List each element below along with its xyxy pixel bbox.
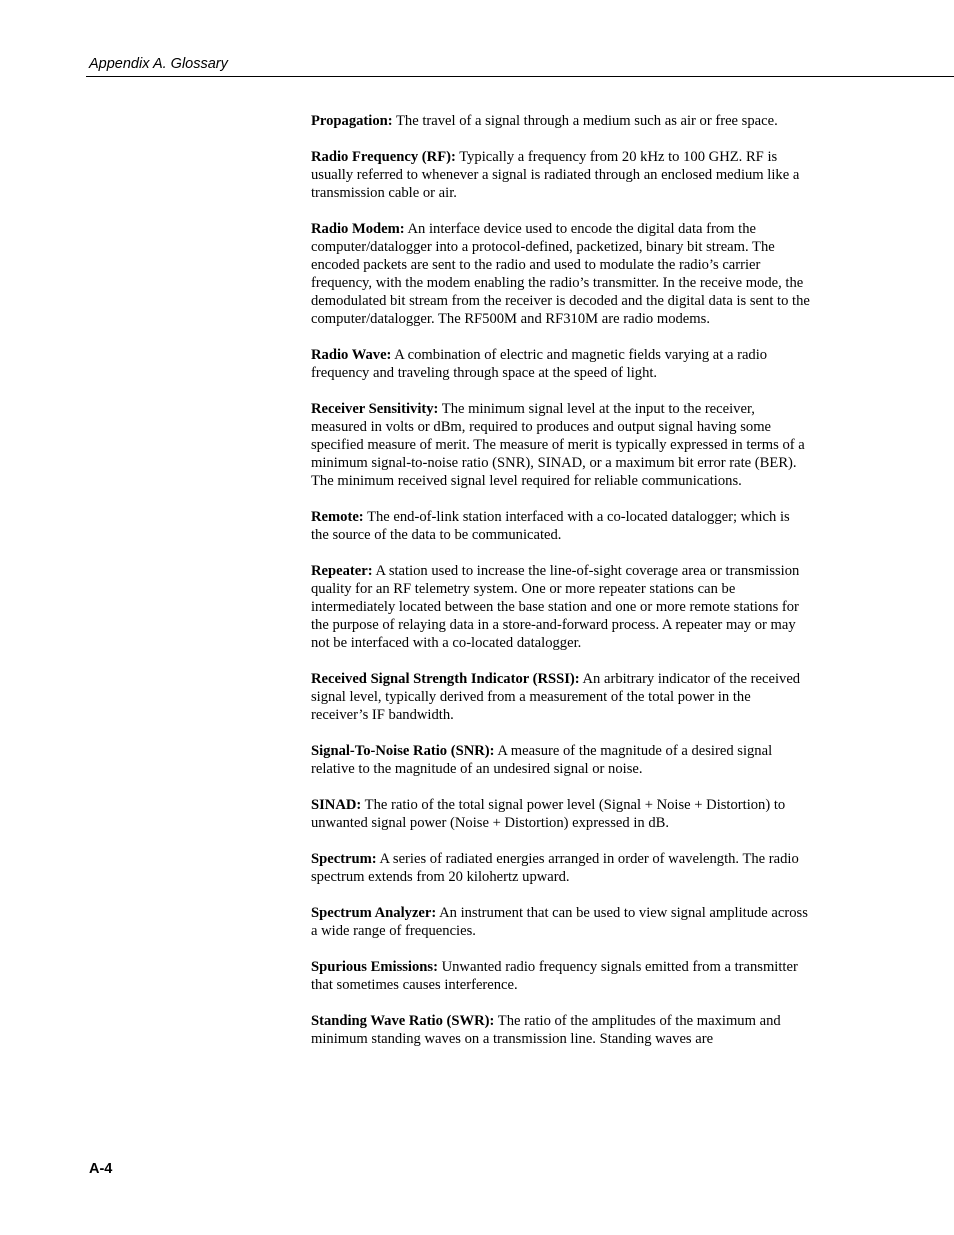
glossary-definition: The ratio of the amplitudes of the maximum and minimum standing waves on a transmission line. Standing waves are: [311, 1013, 781, 1047]
glossary-definition: A measure of the magnitude of a desired signal relative to the magnitude of an undesired signal or noise.: [311, 743, 773, 777]
glossary-entry-spectrum: [311, 850, 811, 886]
glossary-entry-receiver-sensitivity: [311, 400, 811, 490]
glossary-entry-spectrum-analyzer: [311, 904, 811, 940]
glossary-term: Repeater:: [311, 563, 373, 579]
glossary-definition: A series of radiated energies arranged in order of wavelength. The radio spectrum extends from 20 kilohertz upward.: [311, 851, 799, 885]
running-header: Appendix A. Glossary: [89, 56, 228, 72]
glossary-term: Received Signal Strength Indicator (RSSI):: [311, 671, 580, 687]
glossary-definition: The end-of-link station interfaced with a co-located datalogger; which is the source of the data to be communicated.: [311, 509, 790, 543]
glossary-entry-radio-modem: [311, 220, 811, 328]
glossary-term: Spectrum:: [311, 851, 377, 867]
glossary-definition: A station used to increase the line-of-sight coverage area or transmission quality for an RF telemetry system. One or more repeater stations can be intermediately located between the base station and one or more remote stations for the purpose of relaying data in a store-and-forward process. A repeater may or may not be interfaced with a co-located datalogger.: [311, 563, 800, 651]
glossary-definition: An interface device used to encode the digital data from the computer/datalogger into a protocol-defined, packetized, binary bit stream. The encoded packets are sent to the radio and used to modulate the radio’s carrier frequency, with the modem enabling the radio’s transmitter. In the receive mode, the demodulated bit stream from the receiver is decoded and the digital data is sent to the computer/datalogger. The RF500M and RF310M are radio modems.: [311, 221, 810, 327]
glossary-entry-snr: [311, 742, 811, 778]
glossary-entry-sinad: [311, 796, 811, 832]
glossary-term: Radio Modem:: [311, 221, 405, 237]
page-number: A-4: [89, 1161, 113, 1177]
glossary-definition: The minimum signal level at the input to the receiver, measured in volts or dBm, required to produces and output signal having some specified measure of merit. The measure of merit is typically expressed in terms of a minimum signal-to-noise ratio (SNR), SINAD, or a maximum bit error rate (BER). The minimum received signal level required for reliable communications.: [311, 401, 805, 489]
glossary-entry-swr: [311, 1012, 811, 1048]
header-rule: [86, 76, 954, 77]
glossary-term: Radio Wave:: [311, 347, 392, 363]
glossary-term: Standing Wave Ratio (SWR):: [311, 1013, 495, 1029]
glossary-entry-repeater: [311, 562, 811, 652]
glossary-entry-remote: [311, 508, 811, 544]
glossary-definition: An instrument that can be used to view signal amplitude across a wide range of frequencies.: [311, 905, 808, 939]
glossary-definition: The travel of a signal through a medium such as air or free space.: [396, 113, 778, 129]
glossary-term: Signal-To-Noise Ratio (SNR):: [311, 743, 495, 759]
glossary-term: Receiver Sensitivity:: [311, 401, 439, 417]
glossary-list: [311, 112, 811, 1066]
glossary-entry-rssi: [311, 670, 811, 724]
glossary-term: Spurious Emissions:: [311, 959, 438, 975]
glossary-term: Remote:: [311, 509, 364, 525]
glossary-definition: An arbitrary indicator of the received signal level, typically derived from a measurement of the total power in the receiver’s IF bandwidth.: [311, 671, 801, 723]
glossary-definition: Unwanted radio frequency signals emitted from a transmitter that sometimes causes interference.: [311, 959, 798, 993]
glossary-entry-propagation: [311, 112, 811, 130]
glossary-definition: A combination of electric and magnetic fields varying at a radio frequency and traveling through space at the speed of light.: [311, 347, 768, 381]
glossary-definition: Typically a frequency from 20 kHz to 100 GHZ. RF is usually referred to whenever a signal is radiated through an enclosed medium like a transmission cable or air.: [311, 149, 800, 201]
glossary-entry-spurious-emissions: [311, 958, 811, 994]
glossary-term: Radio Frequency (RF):: [311, 149, 456, 165]
glossary-entry-radio-frequency: [311, 148, 811, 202]
glossary-term: SINAD:: [311, 797, 362, 813]
glossary-term: Propagation:: [311, 113, 393, 129]
glossary-entry-radio-wave: [311, 346, 811, 382]
glossary-definition: The ratio of the total signal power level (Signal + Noise + Distortion) to unwanted signal power (Noise + Distortion) expressed in dB.: [311, 797, 786, 831]
glossary-term: Spectrum Analyzer:: [311, 905, 437, 921]
